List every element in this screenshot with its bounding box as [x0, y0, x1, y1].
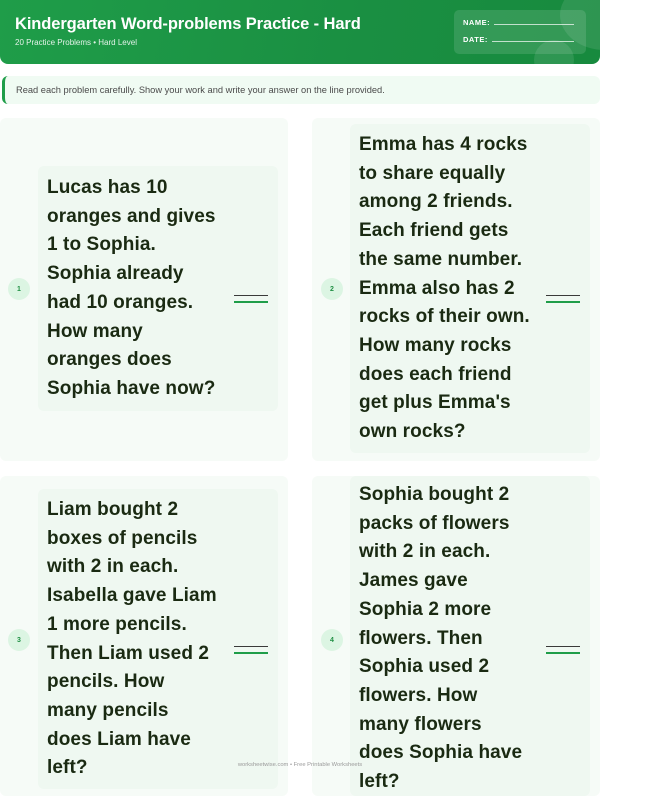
- problem-card-3: [0, 476, 288, 796]
- page-subtitle: 20 Practice Problems • Hard Level: [15, 38, 137, 47]
- instructions-banner: Read each problem carefully. Show your work and write your answer on the line provided.: [2, 76, 600, 104]
- problem-number-badge: 2: [321, 278, 343, 300]
- problem-number-badge: 4: [321, 629, 343, 651]
- worksheet-header: [0, 0, 600, 64]
- question-text: Lucas has 10 oranges and gives 1 to Sophia. Sophia already had 10 oranges. How many oranges does Sophia have now?: [47, 177, 216, 399]
- date-field[interactable]: [463, 35, 574, 44]
- question-text: Emma has 4 rocks to share equally among 2 friends. Each friend gets the same number. Emma also has 2 rocks of their own. How many rocks does each friend get plus Emma's own rocks?: [359, 134, 530, 443]
- footer-credit: worksheetwise.com • Free Printable Worksheets: [237, 762, 363, 768]
- problem-card-4: [312, 476, 600, 796]
- name-line[interactable]: [494, 24, 574, 25]
- problem-card-1: [0, 118, 288, 461]
- question-text: Sophia bought 2 packs of flowers with 2 in each. James gave Sophia 2 more flowers. Then Sophia used 2 flowers. How many flowers does Sophia have left?: [359, 484, 523, 793]
- problem-card-2: [312, 118, 600, 461]
- answer-line[interactable]: [234, 295, 268, 304]
- name-field[interactable]: [463, 18, 574, 27]
- page-title: Kindergarten Word-problems Practice - Hard: [15, 15, 361, 33]
- name-date-box: [454, 10, 586, 54]
- answer-line[interactable]: [234, 646, 268, 655]
- name-label: NAME:: [463, 18, 491, 27]
- date-line[interactable]: [492, 41, 574, 42]
- answer-line[interactable]: [546, 646, 580, 655]
- date-label: DATE:: [463, 35, 488, 44]
- question-text: Liam bought 2 boxes of pencils with 2 in each. Isabella gave Liam 1 more pencils. Then Liam used 2 pencils. How many pencils does Liam have left?: [47, 499, 217, 779]
- problem-number-badge: 3: [8, 629, 30, 651]
- answer-line[interactable]: [546, 295, 580, 304]
- problem-number-badge: 1: [8, 278, 30, 300]
